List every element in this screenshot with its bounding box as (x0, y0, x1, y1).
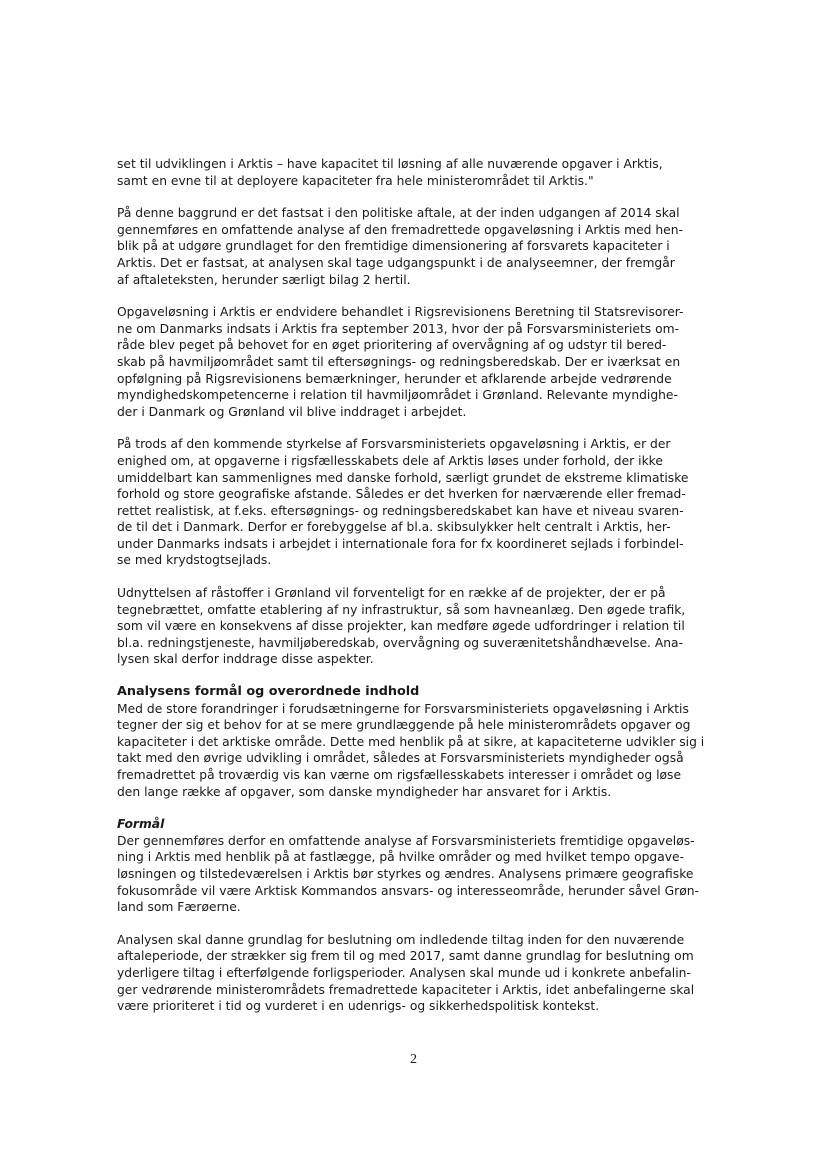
text-line: bl.a. redningstjeneste, havmiljøberedskab, overvågning og suverænitetshåndhævelse. Ana- (117, 635, 684, 650)
text-line: der i Danmark og Grønland vil blive inddraget i arbejdet. (117, 404, 467, 419)
text-line: samt en evne til at deployere kapaciteter fra hele ministerområdet til Arktis." (117, 173, 594, 188)
text-line: lysen skal derfor inddrage disse aspekter. (117, 652, 374, 667)
text-line: se med krydstogtsejlads. (117, 553, 272, 568)
paragraph-political-agreement (117, 205, 709, 288)
text-line: ning i Arktis med henblik på at fastlægge, på hvilke områder og med hvilket tempo opgave- (117, 850, 685, 865)
text-line: kapaciteter i det arktiske område. Dette med henblik på at sikre, at kapaciteterne udvikler sig i (117, 734, 705, 749)
text-line: under Danmarks indsats i arbejdet i internationale fora for fx koordineret sejlads i forbindel- (117, 536, 684, 551)
text-line: være prioriteret i tid og vurderet i en udenrigs- og sikkerhedspolitisk kontekst. (117, 999, 600, 1014)
text-line: myndighedskompetencerne i relation til havmiljøområdet i Grønland. Relevante myndighe- (117, 388, 678, 403)
text-line: ne om Danmarks indsats i Arktis fra september 2013, hvor der på Forsvarsministeriets om- (117, 321, 680, 336)
paragraph-decision-basis (117, 932, 709, 1015)
text-line: af aftaleteksten, herunder særligt bilag 2 hertil. (117, 272, 411, 287)
text-line: fremadrettet på troværdig vis kan værne om rigsfællesskabets interesser i området og løse (117, 768, 682, 782)
section-heading: Analysens formål og overordnede indhold (117, 684, 420, 700)
text-line: På trods af den kommende styrkelse af Forsvarsministeriets opgaveløsning i Arktis, er der (117, 437, 671, 452)
subsection-heading: Formål (117, 817, 165, 832)
paragraph-quote-end (117, 156, 709, 189)
text-line: fokusområde vil være Arktisk Kommandos ansvars- og interesseområde, herunder såvel Grøn- (117, 883, 699, 898)
text-line: opfølgning på Rigsrevisionens bemærkninger, herunder et afklarende arbejde vedrørende (117, 371, 672, 386)
paragraph-raw-materials (117, 585, 709, 668)
text-line: land som Færøerne. (117, 900, 241, 915)
text-line: de til det i Danmark. Derfor er forebyggelse af bl.a. skibsulykker helt centralt i Arktis, her- (117, 520, 671, 535)
text-line: forhold og store geografiske afstande. Således er det hverken for nærværende eller fremad- (117, 487, 686, 502)
text-line: som vil være en konsekvens af disse projekter, kan medføre øgede udfordringer i relation til (117, 619, 685, 634)
text-line: rettet realistisk, at f.eks. eftersøgnings- og redningsberedskabet kan have et niveau svaren- (117, 503, 684, 518)
text-line: umiddelbart kan sammenlignes med danske forhold, særligt grundet de ekstreme klimatiske (117, 470, 689, 485)
text-line: blik på at udgøre grundlaget for den fremtidige dimensionering af forsvarets kapaciteter i (117, 239, 670, 254)
document-body (117, 156, 709, 1015)
text-line: ger vedrørende ministerområdets fremadrettede kapaciteter i Arktis, idet anbefalingerne skal (117, 982, 695, 997)
text-line: gennemføres en omfattende analyse af den fremadrettede opgaveløsning i Arktis med hen- (117, 222, 683, 237)
text-line: set til udviklingen i Arktis – have kapacitet til løsning af alle nuværende opgaver i Arktis, (117, 157, 663, 171)
text-line: Med de store forandringer i forudsætningerne for Forsvarsministeriets opgaveløsning i Arktis (117, 701, 689, 716)
text-line: Analysen skal danne grundlag for beslutning om indledende tiltag inden for den nuværende (117, 932, 685, 947)
text-line: Opgaveløsning i Arktis er endvidere behandlet i Rigsrevisionens Beretning til Statsrevisorer- (117, 305, 684, 320)
text-line: Udnyttelsen af råstoffer i Grønland vil forventeligt for en række af de projekter, der er på (117, 586, 666, 601)
text-line: enighed om, at opgaverne i rigsfællesskabets dele af Arktis løses under forhold, der ikke (117, 453, 663, 468)
text-line: løsningen og tilstedeværelsen i Arktis bør styrkes og ændres. Analysens primære geografiske (117, 866, 694, 881)
paragraph-section-intro (117, 701, 709, 801)
text-line: yderligere tiltag i efterfølgende forligsperioder. Analysen skal munde ud i konkrete anbefalin- (117, 965, 691, 980)
text-line: Arktis. Det er fastsat, at analysen skal tage udgangspunkt i de analyseemner, der fremgår (117, 255, 675, 270)
text-line: Der gennemføres derfor en omfattende analyse af Forsvarsministeriets fremtidige opgaveløs- (117, 833, 695, 848)
text-line: tegnebrættet, omfatte etablering af ny infrastruktur, så som havneanlæg. Den øgede trafik, (117, 602, 686, 617)
text-line: skab på havmiljøområdet samt til eftersøgnings- og redningsberedskab. Der er iværksat en (117, 354, 681, 369)
paragraph-rigsrevisionen (117, 304, 709, 420)
paragraph-formaal (117, 833, 709, 916)
text-line: den lange række af opgaver, som danske myndigheder har ansvaret for i Arktis. (117, 784, 612, 799)
text-line: aftaleperiode, der strækker sig frem til og med 2017, samt danne grundlag for beslutning om (117, 949, 694, 964)
page-number: 2 (410, 1052, 417, 1067)
paragraph-conditions (117, 436, 709, 569)
text-line: tegner der sig et behov for at se mere grundlæggende på hele ministerområdets opgaver og (117, 718, 691, 733)
text-line: takt med den øvrige udvikling i området, således at Forsvarsministeriets myndigheder også (117, 751, 684, 766)
text-line: På denne baggrund er det fastsat i den politiske aftale, at der inden udgangen af 2014 skal (117, 206, 680, 221)
text-line: råde blev peget på behovet for en øget prioritering af overvågning af og udstyr til bered- (117, 338, 667, 353)
